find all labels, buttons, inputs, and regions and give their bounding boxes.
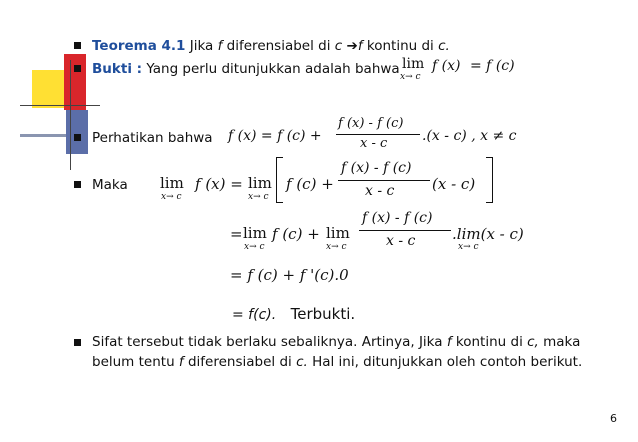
remark-line-2 <box>92 354 582 370</box>
line2-lim2-sub: x→ c <box>326 242 347 252</box>
theorem-f: f <box>217 38 223 54</box>
decor-vertical-line <box>70 60 71 170</box>
bracket-right <box>486 157 493 203</box>
proof-fx: f (x) <box>432 58 461 74</box>
maka-frac-bar <box>338 180 430 181</box>
maka-lim: lim <box>160 174 184 192</box>
remark-f: f <box>446 334 452 350</box>
maka-lim2: lim <box>248 174 272 192</box>
theorem-line <box>92 38 450 54</box>
bullet-marker <box>74 339 81 346</box>
proof-text: Yang perlu ditunjukkan adalah bahwa <box>142 61 400 77</box>
line2-fc-plus: f (c) + <box>272 225 320 243</box>
line2-lim1-sub: x→ c <box>244 242 265 252</box>
theorem-c: c <box>334 38 343 54</box>
theorem-text: Jika <box>185 38 218 54</box>
line2-frac-num: f (x) - f (c) <box>362 210 433 226</box>
decor-yellow-square <box>32 70 68 108</box>
theorem-label: Teorema 4.1 <box>92 38 186 54</box>
maka-text: Maka <box>92 177 128 193</box>
maka-lim-sub: x→ c <box>161 192 182 202</box>
terbukti-text: Terbukti. <box>290 305 356 323</box>
maka-lim2-sub: x→ c <box>248 192 269 202</box>
maka-tail: (x - c) <box>432 175 476 193</box>
note-frac-den: x - c <box>360 136 388 151</box>
theorem-c: c. <box>438 38 450 54</box>
decor-slate-bar <box>20 134 66 137</box>
note-frac-num: f (x) - f (c) <box>338 116 404 131</box>
line2-lim3-sub: x→ c <box>458 242 479 252</box>
note-lhs: f (x) = f (c) + <box>228 128 322 144</box>
conclusion-text: = f(c). <box>232 307 277 323</box>
proof-eq-fc: = f (c) <box>470 58 515 74</box>
remark-line-1 <box>92 334 580 350</box>
remark-text: kontinu di <box>451 334 528 350</box>
bullet-marker <box>74 65 81 72</box>
decor-horizontal-line <box>20 105 100 106</box>
proof-line <box>92 61 400 77</box>
arrow-icon: ➔ <box>342 38 358 54</box>
remark-c: c, <box>527 334 539 350</box>
remark-text: Sifat tersebut tidak berlaku sebaliknya. Artinya, Jika <box>92 334 447 350</box>
line2-frac-bar <box>359 230 451 231</box>
proof-label: Bukti : <box>92 61 143 77</box>
bullet-marker <box>74 42 81 49</box>
line2-frac-den: x - c <box>386 233 416 249</box>
note-tail: .(x - c) , x ≠ c <box>422 128 517 144</box>
theorem-text: kontinu di <box>362 38 439 54</box>
maka-fc-plus: f (c) + <box>286 175 334 193</box>
proof-lim: lim <box>402 56 425 72</box>
proof-lim-sub: x→ c <box>400 72 421 82</box>
maka-lhs: f (x) = <box>195 175 243 193</box>
remark-text: Hal ini, ditunjukkan oleh contoh berikut. <box>307 354 583 370</box>
bracket-left <box>276 157 283 203</box>
decor-red-square <box>64 54 86 110</box>
page-number: 6 <box>610 412 617 425</box>
line2-dot-lim: .lim(x - c) <box>452 225 524 243</box>
line3: = f (c) + f '(c).0 <box>230 266 349 284</box>
line2-lim2: lim <box>326 224 350 242</box>
remark-f: f <box>178 354 184 370</box>
conclusion <box>232 306 355 323</box>
bullet-marker <box>74 134 81 141</box>
theorem-text: diferensiabel di <box>222 38 335 54</box>
maka-frac-den: x - c <box>365 183 395 199</box>
remark-text: maka <box>538 334 581 350</box>
note-frac-bar <box>336 134 420 135</box>
bullet-marker <box>74 181 81 188</box>
remark-text: diferensiabel di <box>183 354 297 370</box>
line2-eq: = <box>230 225 243 243</box>
theorem-f: f <box>357 38 363 54</box>
line2-lim1: lim <box>243 224 267 242</box>
maka-frac-num: f (x) - f (c) <box>341 160 412 176</box>
remark-c: c. <box>296 354 308 370</box>
note-text: Perhatikan bahwa <box>92 130 213 146</box>
remark-text: belum tentu <box>92 354 179 370</box>
